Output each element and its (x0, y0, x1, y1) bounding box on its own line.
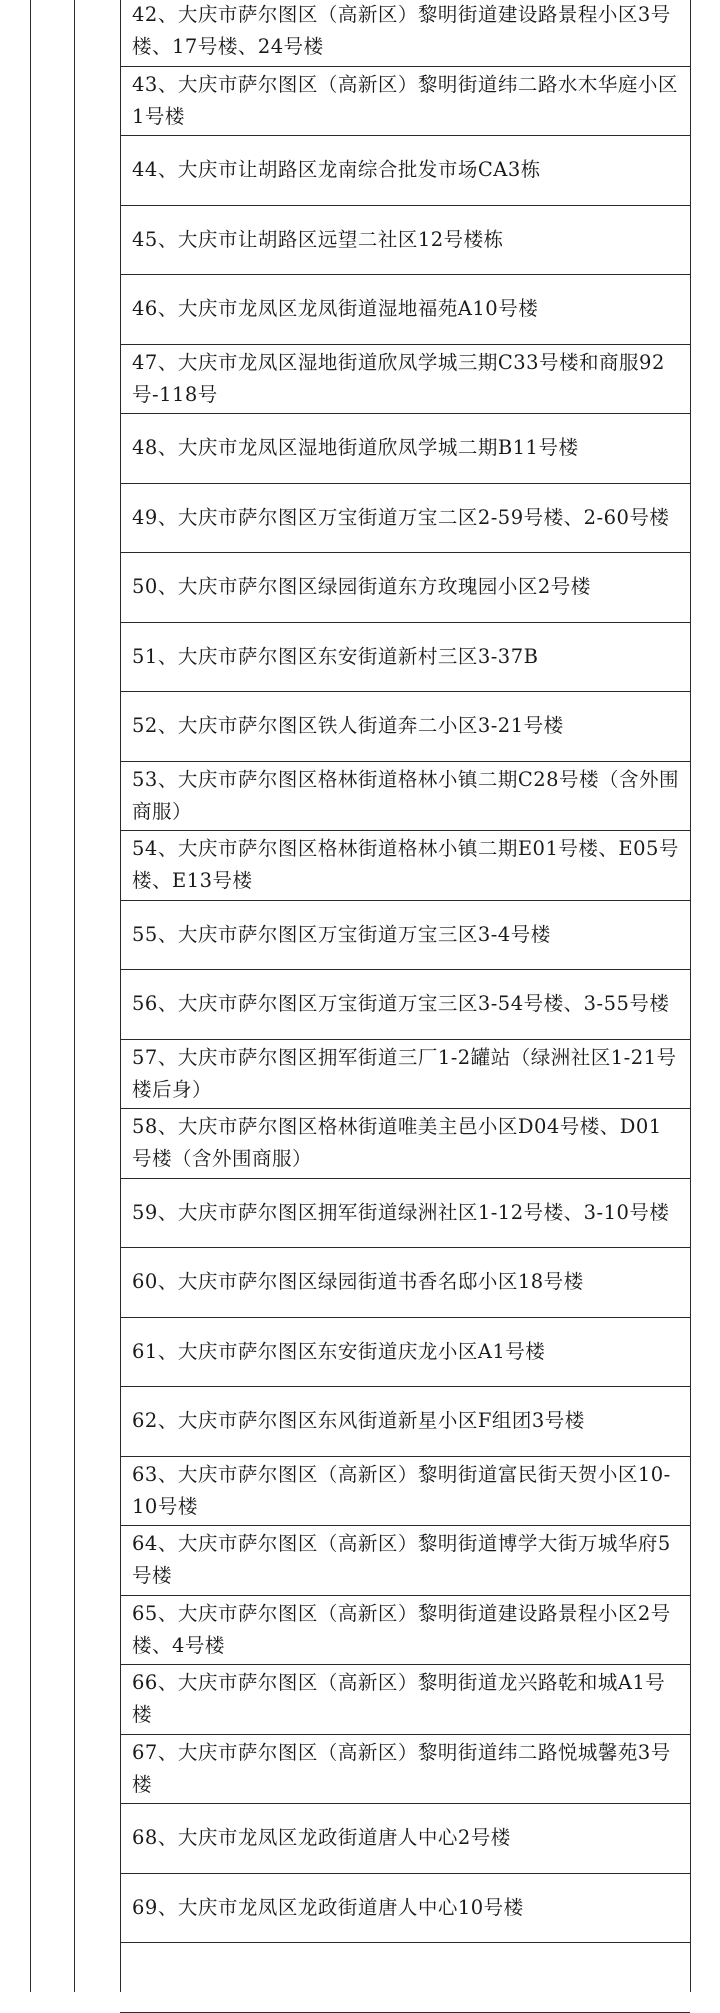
table-row (120, 553, 690, 623)
row-text: 43、大庆市萨尔图区（高新区）黎明街道纬二路水木华庭小区1号楼 (132, 72, 678, 128)
row-text: 54、大庆市萨尔图区格林街道格林小镇二期E01号楼、E05号楼、E13号楼 (132, 837, 679, 893)
table-row (120, 831, 690, 901)
row-text: 59、大庆市萨尔图区拥军街道绿洲社区1-12号楼、3-10号楼 (132, 1200, 670, 1224)
row-text: 45、大庆市让胡路区远望二社区12号楼栋 (132, 227, 504, 251)
location-table (120, 0, 690, 2013)
table-row (120, 1526, 690, 1596)
row-text: 53、大庆市萨尔图区格林街道格林小镇二期C28号楼（含外围商服） (132, 767, 680, 823)
table-row (120, 1874, 690, 1944)
row-text: 55、大庆市萨尔图区万宝街道万宝三区3-4号楼 (132, 922, 551, 946)
row-text: 64、大庆市萨尔图区（高新区）黎明街道博学大街万城华府5号楼 (132, 1532, 671, 1588)
table-row (120, 1596, 690, 1666)
table-row (120, 1109, 690, 1179)
row-text: 62、大庆市萨尔图区东风街道新星小区F组团3号楼 (132, 1409, 585, 1433)
table-border-left (30, 0, 31, 1992)
table-row (120, 136, 690, 206)
row-text: 49、大庆市萨尔图区万宝街道万宝二区2-59号楼、2-60号楼 (132, 505, 670, 529)
row-text: 46、大庆市龙凤区龙凤街道湿地福苑A10号楼 (132, 297, 539, 321)
table-row (120, 275, 690, 345)
row-text: 57、大庆市萨尔图区拥军街道三厂1-2罐站（绿洲社区1-21号楼后身） (132, 1045, 677, 1101)
table-row (120, 970, 690, 1040)
table-column-divider (74, 0, 75, 1992)
row-text: 67、大庆市萨尔图区（高新区）黎明街道纬二路悦城馨苑3号楼 (132, 1740, 671, 1796)
row-text: 68、大庆市龙凤区龙政街道唐人中心2号楼 (132, 1826, 511, 1850)
row-text: 56、大庆市萨尔图区万宝街道万宝三区3-54号楼、3-55号楼 (132, 992, 670, 1016)
row-text: 66、大庆市萨尔图区（高新区）黎明街道龙兴路乾和城A1号楼 (132, 1671, 666, 1727)
row-text: 63、大庆市萨尔图区（高新区）黎明街道富民街天贺小区10-10号楼 (132, 1462, 671, 1518)
row-text: 58、大庆市萨尔图区格林街道唯美主邑小区D04号楼、D01号楼（含外围商服） (132, 1115, 662, 1171)
table-row (120, 67, 690, 137)
table-row (120, 414, 690, 484)
table-row (120, 1040, 690, 1110)
table-row (120, 1735, 690, 1805)
table-row (120, 1943, 690, 2013)
row-text: 47、大庆市龙凤区湿地街道欣凤学城三期C33号楼和商服92号-118号 (132, 350, 665, 406)
table-row (120, 692, 690, 762)
table-row (120, 762, 690, 832)
table-row (120, 1179, 690, 1249)
row-text: 69、大庆市龙凤区龙政街道唐人中心10号楼 (132, 1895, 524, 1919)
row-text: 50、大庆市萨尔图区绿园街道东方玫瑰园小区2号楼 (132, 575, 591, 599)
table-row (120, 1318, 690, 1388)
table-row (120, 623, 690, 693)
table-row (120, 484, 690, 554)
table-row (120, 1804, 690, 1874)
row-text: 61、大庆市萨尔图区东安街道庆龙小区A1号楼 (132, 1339, 546, 1363)
table-row (120, 1457, 690, 1527)
table-row (120, 0, 690, 67)
row-text: 48、大庆市龙凤区湿地街道欣凤学城二期B11号楼 (132, 436, 579, 460)
table-row (120, 1665, 690, 1735)
row-text: 51、大庆市萨尔图区东安街道新村三区3-37B (132, 644, 539, 668)
row-text: 65、大庆市萨尔图区（高新区）黎明街道建设路景程小区2号楼、4号楼 (132, 1601, 671, 1657)
table-row (120, 901, 690, 971)
table-row (120, 1248, 690, 1318)
row-text: 42、大庆市萨尔图区（高新区）黎明街道建设路景程小区3号楼、17号楼、24号楼 (132, 3, 671, 59)
table-row (120, 345, 690, 415)
table-row (120, 1387, 690, 1457)
row-text: 52、大庆市萨尔图区铁人街道奔二小区3-21号楼 (132, 714, 564, 738)
table-border-right (690, 0, 691, 1992)
row-text: 44、大庆市让胡路区龙南综合批发市场CA3栋 (132, 158, 541, 182)
row-text: 60、大庆市萨尔图区绿园街道书香名邸小区18号楼 (132, 1270, 584, 1294)
table-row (120, 206, 690, 276)
